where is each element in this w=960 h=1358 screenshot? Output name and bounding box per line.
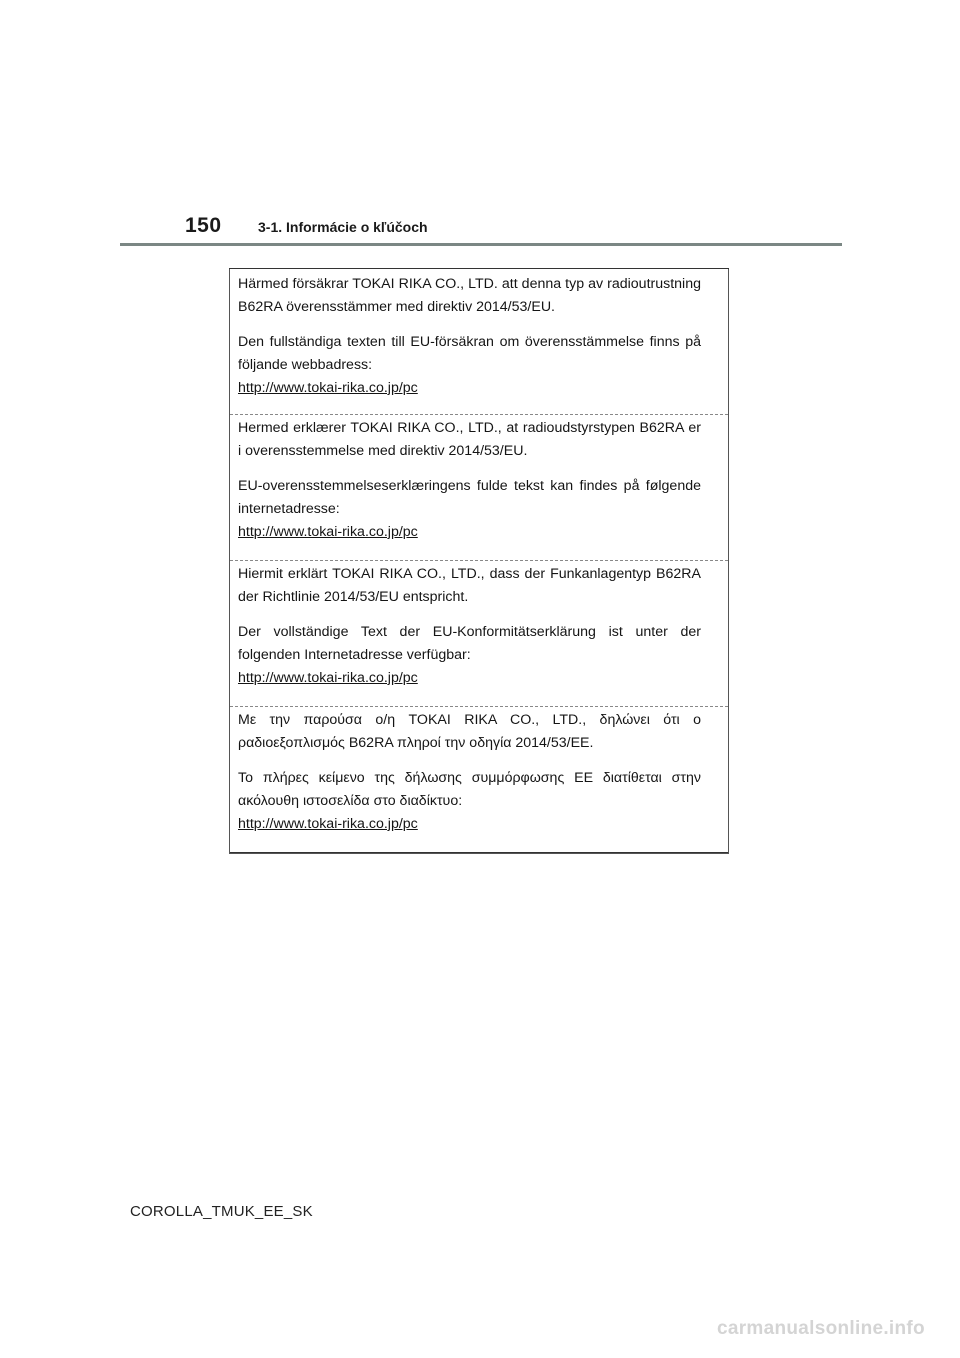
section-divider [230, 706, 728, 707]
header-rule [120, 243, 842, 246]
section-divider [230, 560, 728, 561]
watermark-text: carmanualsonline.info [717, 1318, 925, 1339]
declaration-availability: Το πλήρες κείμενο της δήλωσης συμμόρφωσης ΕΕ διατίθεται στην ακόλουθη ιστοσελίδα στο διαδίκτυο: [238, 770, 701, 809]
declaration-url-link[interactable]: http://www.tokai-rika.co.jp/pc [238, 380, 418, 396]
section-divider [230, 414, 728, 415]
declaration-statement: Hermed erklærer TOKAI RIKA CO., LTD., at radioudstyrstypen B62RA er i overensstemmelse med direktiv 2014/53/EU. [238, 420, 701, 459]
declaration-availability: Den fullständiga texten till EU-försäkran om överensstämmelse finns på följande webbadress: [238, 334, 701, 373]
declaration-german [230, 563, 728, 690]
declaration-statement: Härmed försäkrar TOKAI RIKA CO., LTD. att denna typ av radioutrustning B62RA överensstämmer med direktiv 2014/53/EU. [238, 276, 701, 315]
section-title: 3-1. Informácie o kľúčoch [258, 219, 428, 235]
declaration-box [229, 268, 729, 854]
document-code: COROLLA_TMUK_EE_SK [130, 1203, 313, 1220]
declaration-danish [230, 417, 728, 544]
box-top-rule [229, 268, 729, 269]
declaration-availability: Der vollständige Text der EU-Konformitätserklärung ist unter der folgenden Internetadresse verfügbar: [238, 624, 701, 663]
declaration-statement: Με την παρούσα ο/η TOKAI RIKA CO., LTD., δηλώνει ότι ο ραδιοεξοπλισμός B62RA πληροί την οδηγία 2014/53/ΕΕ. [238, 712, 701, 751]
declaration-statement: Hiermit erklärt TOKAI RIKA CO., LTD., dass der Funkanlagentyp B62RA der Richtlinie 2014/53/EU entspricht. [238, 566, 701, 605]
declaration-availability: EU-overensstemmelseserklæringens fulde tekst kan findes på følgende internetadresse: [238, 478, 701, 517]
declaration-swedish [230, 273, 728, 400]
declaration-greek [230, 709, 728, 836]
declaration-url-link[interactable]: http://www.tokai-rika.co.jp/pc [238, 524, 418, 540]
declaration-url-link[interactable]: http://www.tokai-rika.co.jp/pc [238, 670, 418, 686]
declaration-url-link[interactable]: http://www.tokai-rika.co.jp/pc [238, 816, 418, 832]
page-number: 150 [185, 214, 222, 237]
